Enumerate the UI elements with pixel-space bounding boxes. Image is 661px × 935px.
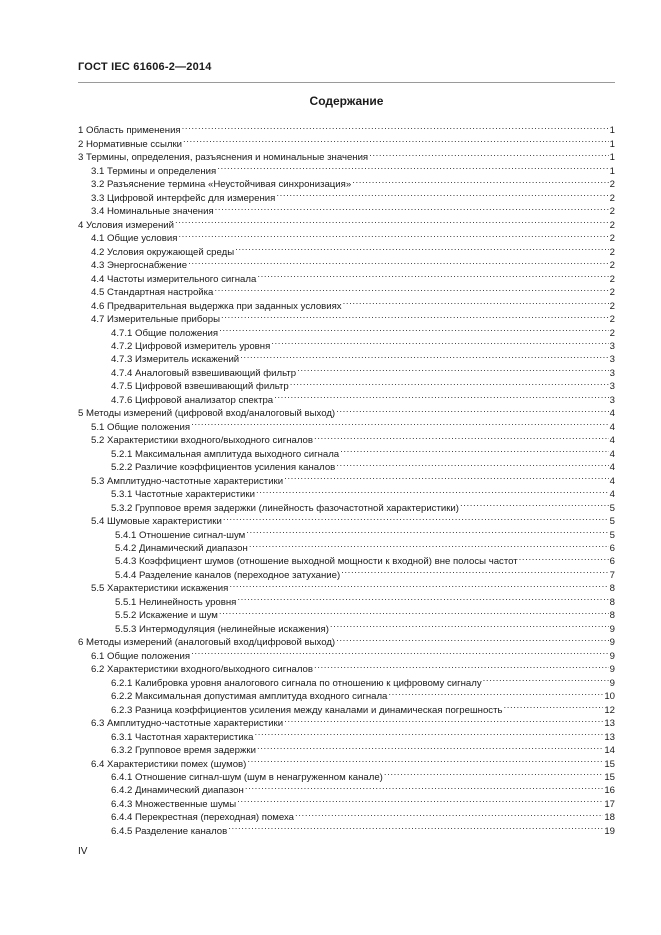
toc-entry-page: 4 xyxy=(609,435,615,447)
document-header: ГОСТ IEC 61606-2—2014 xyxy=(78,61,212,73)
toc-entry-page: 3 xyxy=(609,367,615,379)
toc-dot-leader xyxy=(314,659,609,672)
toc-dot-leader xyxy=(314,430,609,443)
toc-dot-leader xyxy=(237,793,603,806)
toc-entry-title: 6.4.1 Отношение сигнал-шум (шум в ненагруженном канале) xyxy=(111,771,383,783)
toc-entry-title: 5 Методы измерений (цифровой вход/аналоговый выход) xyxy=(78,408,336,420)
toc-entry-title: 6.3.1 Частотная характеристика xyxy=(111,731,254,743)
toc-dot-leader xyxy=(229,578,608,591)
toc-dot-leader xyxy=(369,147,609,160)
toc-entry-page: 2 xyxy=(609,192,615,204)
toc-dot-leader xyxy=(183,133,609,146)
toc-entry-title: 5.5.2 Искажение и шум xyxy=(115,610,218,622)
toc-entry-page: 2 xyxy=(609,273,615,285)
toc-dot-leader xyxy=(257,268,608,281)
toc-entry-page: 13 xyxy=(604,718,615,730)
toc-entry-page: 15 xyxy=(604,758,615,770)
toc-dot-leader xyxy=(483,672,609,685)
toc-entry-title: 4.6 Предварительная выдержка при заданных условиях xyxy=(91,300,342,312)
toc-dot-leader xyxy=(519,551,609,564)
toc-dot-leader xyxy=(340,443,609,456)
toc-entry-title: 6.2 Характеристики входного/выходного сигналов xyxy=(91,664,313,676)
toc-entry-page: 15 xyxy=(604,771,615,783)
toc-dot-leader xyxy=(271,336,608,349)
toc-entry-page: 9 xyxy=(609,637,615,649)
toc-dot-leader xyxy=(237,591,608,604)
toc-entry-title: 3.4 Номинальные значения xyxy=(91,206,214,218)
toc-entry-page: 5 xyxy=(609,529,615,541)
toc-entry-title: 1 Область применения xyxy=(78,125,181,137)
toc-entry-title: 3.1 Термины и определения xyxy=(91,165,217,177)
toc-entry-page: 9 xyxy=(609,650,615,662)
toc-entry-page: 14 xyxy=(604,745,615,757)
toc-entry-title: 6.3.2 Групповое время задержки xyxy=(111,745,256,757)
toc-entry-title: 4.7.5 Цифровой взвешивающий фильтр xyxy=(111,381,289,393)
toc-entry-page: 2 xyxy=(609,206,615,218)
toc-dot-leader xyxy=(188,255,609,268)
toc-entry-page: 18 xyxy=(604,812,615,824)
header-divider xyxy=(78,82,615,83)
toc-dot-leader xyxy=(245,780,604,793)
toc-entry-title: 6.3 Амплитудно-частотные характеристики xyxy=(91,718,284,730)
toc-entry-page: 2 xyxy=(609,314,615,326)
toc-entry-title: 4.1 Общие условия xyxy=(91,233,178,245)
toc-dot-leader xyxy=(219,322,609,335)
toc-dot-leader xyxy=(215,201,609,214)
toc-entry-page: 2 xyxy=(609,300,615,312)
toc-entry-page: 6 xyxy=(609,556,615,568)
toc-entry-title: 4.7 Измерительные приборы xyxy=(91,314,220,326)
toc-dot-leader xyxy=(256,484,609,497)
toc-dot-leader xyxy=(341,564,609,577)
toc-entry-page: 16 xyxy=(604,785,615,797)
toc-dot-leader xyxy=(175,214,609,227)
toc-dot-leader xyxy=(254,726,603,739)
toc-entry-title: 5.2 Характеристики входного/выходного сигналов xyxy=(91,435,313,447)
toc-dot-leader xyxy=(191,645,609,658)
toc-dot-leader xyxy=(336,403,609,416)
toc-entry-page: 8 xyxy=(609,610,615,622)
toc-dot-leader xyxy=(191,416,609,429)
toc-entry-title: 3.2 Разъяснение термина «Неустойчивая синхронизация» xyxy=(91,179,352,191)
toc-entry-title: 6 Методы измерений (аналоговый вход/цифровой выход) xyxy=(78,637,336,649)
toc-entry-page: 4 xyxy=(609,408,615,420)
toc-entry-title: 5.5 Характеристики искажения xyxy=(91,583,229,595)
toc-entry-title: 6.2.2 Максимальная допустимая амплитуда входного сигнала xyxy=(111,691,388,703)
toc-dot-leader xyxy=(336,457,608,470)
toc-entry-title: 6.4 Характеристики помех (шумов) xyxy=(91,758,247,770)
toc-entry-title: 5.4.1 Отношение сигнал-шум xyxy=(115,529,246,541)
toc-entry-title: 5.4.2 Динамический диапазон xyxy=(115,543,248,554)
toc-entry-page: 19 xyxy=(604,825,615,837)
toc-entry-title: 5.3.2 Групповое время задержки (линейность фазочастотной характеристики) xyxy=(111,502,459,514)
toc-entry-page: 3 xyxy=(609,340,615,352)
toc-dot-leader xyxy=(343,295,609,308)
table-of-contents xyxy=(78,120,615,837)
toc-dot-leader xyxy=(274,389,609,402)
toc-entry-title: 5.4 Шумовые характеристики xyxy=(91,516,222,528)
toc-entry-title: 4.2 Условия окружающей среды xyxy=(91,246,235,258)
toc-entry-page: 13 xyxy=(604,731,615,743)
toc-entry[interactable] xyxy=(78,120,615,137)
toc-entry-title: 5.3.1 Частотные характеристики xyxy=(111,489,255,501)
toc-entry-title: 5.2.2 Различие коэффициентов усиления каналов xyxy=(111,462,336,474)
toc-entry-page: 2 xyxy=(609,327,615,339)
toc-entry-title: 4.7.3 Измеритель искажений xyxy=(111,354,240,366)
toc-dot-leader xyxy=(290,376,609,389)
toc-entry-page: 2 xyxy=(609,179,615,191)
toc-entry-title: 4.7.2 Цифровой измеритель уровня xyxy=(111,340,271,352)
toc-entry-page: 4 xyxy=(609,475,615,487)
toc-dot-leader xyxy=(284,713,603,726)
toc-dot-leader xyxy=(178,228,608,241)
toc-entry-page: 8 xyxy=(609,596,615,608)
toc-dot-leader xyxy=(247,753,603,766)
toc-dot-leader xyxy=(257,740,603,753)
toc-entry-page: 1 xyxy=(609,152,615,164)
toc-entry-title: 6.4.3 Множественные шумы xyxy=(111,798,237,810)
toc-entry-title: 5.4.4 Разделение каналов (переходное затухание) xyxy=(115,569,341,581)
toc-entry-page: 1 xyxy=(609,165,615,177)
toc-dot-leader xyxy=(240,349,608,362)
toc-entry-page: 2 xyxy=(609,219,615,231)
toc-entry-page: 5 xyxy=(609,502,615,514)
toc-dot-leader xyxy=(228,820,603,833)
toc-entry-title: 3.3 Цифровой интерфейс для измерения xyxy=(91,192,276,204)
toc-dot-leader xyxy=(503,699,603,712)
toc-dot-leader xyxy=(223,511,609,524)
toc-entry-page: 9 xyxy=(609,664,615,676)
toc-entry-page: 4 xyxy=(609,448,615,460)
toc-entry-title: 3 Термины, определения, разъяснения и номинальные значения xyxy=(78,152,369,164)
toc-entry-title: 6.4.5 Разделение каналов xyxy=(111,825,228,837)
toc-dot-leader xyxy=(246,524,608,537)
toc-entry-page: 6 xyxy=(609,543,615,554)
toc-entry-page: 3 xyxy=(609,381,615,393)
toc-entry-page: 3 xyxy=(609,394,615,406)
toc-entry-title: 4.5 Стандартная настройка xyxy=(91,287,214,299)
toc-dot-leader xyxy=(217,160,608,173)
toc-entry-page: 7 xyxy=(609,569,615,581)
toc-entry-title: 4.7.4 Аналоговый взвешивающий фильтр xyxy=(111,367,297,379)
toc-entry-page: 4 xyxy=(609,462,615,474)
toc-dot-leader xyxy=(388,686,603,699)
toc-entry-title: 5.2.1 Максимальная амплитуда выходного сигнала xyxy=(111,448,340,460)
toc-entry-title: 4.7.6 Цифровой анализатор спектра xyxy=(111,394,274,406)
toc-dot-leader xyxy=(284,470,609,483)
toc-entry-title: 5.3 Амплитудно-частотные характеристики xyxy=(91,475,284,487)
toc-dot-leader xyxy=(352,174,608,187)
toc-dot-leader xyxy=(336,632,609,645)
toc-dot-leader xyxy=(295,807,603,820)
toc-dot-leader xyxy=(330,618,609,631)
toc-dot-leader xyxy=(249,538,609,551)
toc-dot-leader xyxy=(214,282,608,295)
toc-dot-leader xyxy=(297,362,609,375)
toc-entry-page: 9 xyxy=(609,623,615,635)
toc-entry-page: 3 xyxy=(609,354,615,366)
toc-entry-title: 5.4.3 Коэффициент шумов (отношение выходной мощности к входной) вне полосы частот xyxy=(115,556,518,568)
toc-dot-leader xyxy=(460,497,609,510)
toc-entry-title: 4.7.1 Общие положения xyxy=(111,327,219,339)
page-number: IV xyxy=(78,846,88,857)
toc-entry-title: 6.2.1 Калибровка уровня аналогового сигнала по отношению к цифровому сигналу xyxy=(111,677,482,689)
toc-entry-title: 4.4 Частоты измерительного сигнала xyxy=(91,273,257,285)
toc-entry-title: 5.5.3 Интермодуляция (нелинейные искажения) xyxy=(115,623,329,635)
toc-entry-title: 2 Нормативные ссылки xyxy=(78,138,183,150)
toc-entry-page: 2 xyxy=(609,233,615,245)
toc-entry-page: 9 xyxy=(609,677,615,689)
toc-entry-page: 2 xyxy=(609,246,615,258)
toc-entry-title: 6.1 Общие положения xyxy=(91,650,191,662)
toc-entry-page: 1 xyxy=(609,125,615,137)
toc-dot-leader xyxy=(182,120,609,133)
toc-entry-title: 6.4.2 Динамический диапазон xyxy=(111,785,244,797)
toc-dot-leader xyxy=(221,309,609,322)
toc-entry-page: 2 xyxy=(609,287,615,299)
toc-dot-leader xyxy=(384,767,603,780)
toc-entry-title: 5.5.1 Нелинейность уровня xyxy=(115,596,237,608)
toc-entry-page: 12 xyxy=(604,704,615,716)
toc-dot-leader xyxy=(219,605,609,618)
toc-entry-page: 10 xyxy=(604,691,615,703)
toc-entry-title: 6.2.3 Разница коэффициентов усиления между каналами и динамическая погрешность xyxy=(111,704,503,716)
toc-entry-page: 2 xyxy=(609,260,615,272)
toc-entry-title: 6.4.4 Перекрестная (переходная) помеха xyxy=(111,812,295,824)
toc-dot-leader xyxy=(235,241,609,254)
toc-entry-page: 17 xyxy=(604,798,615,810)
toc-entry-page: 4 xyxy=(609,489,615,501)
toc-entry-page: 5 xyxy=(609,516,615,528)
toc-entry-page: 1 xyxy=(609,138,615,150)
toc-entry-title: 4.3 Энергоснабжение xyxy=(91,260,188,272)
toc-dot-leader xyxy=(276,187,608,200)
toc-entry-title: 5.1 Общие положения xyxy=(91,421,191,433)
toc-entry-title: 4 Условия измерений xyxy=(78,219,174,231)
toc-entry-page: 4 xyxy=(609,421,615,433)
toc-entry-page: 8 xyxy=(609,583,615,595)
page-title: Содержание xyxy=(309,94,384,108)
